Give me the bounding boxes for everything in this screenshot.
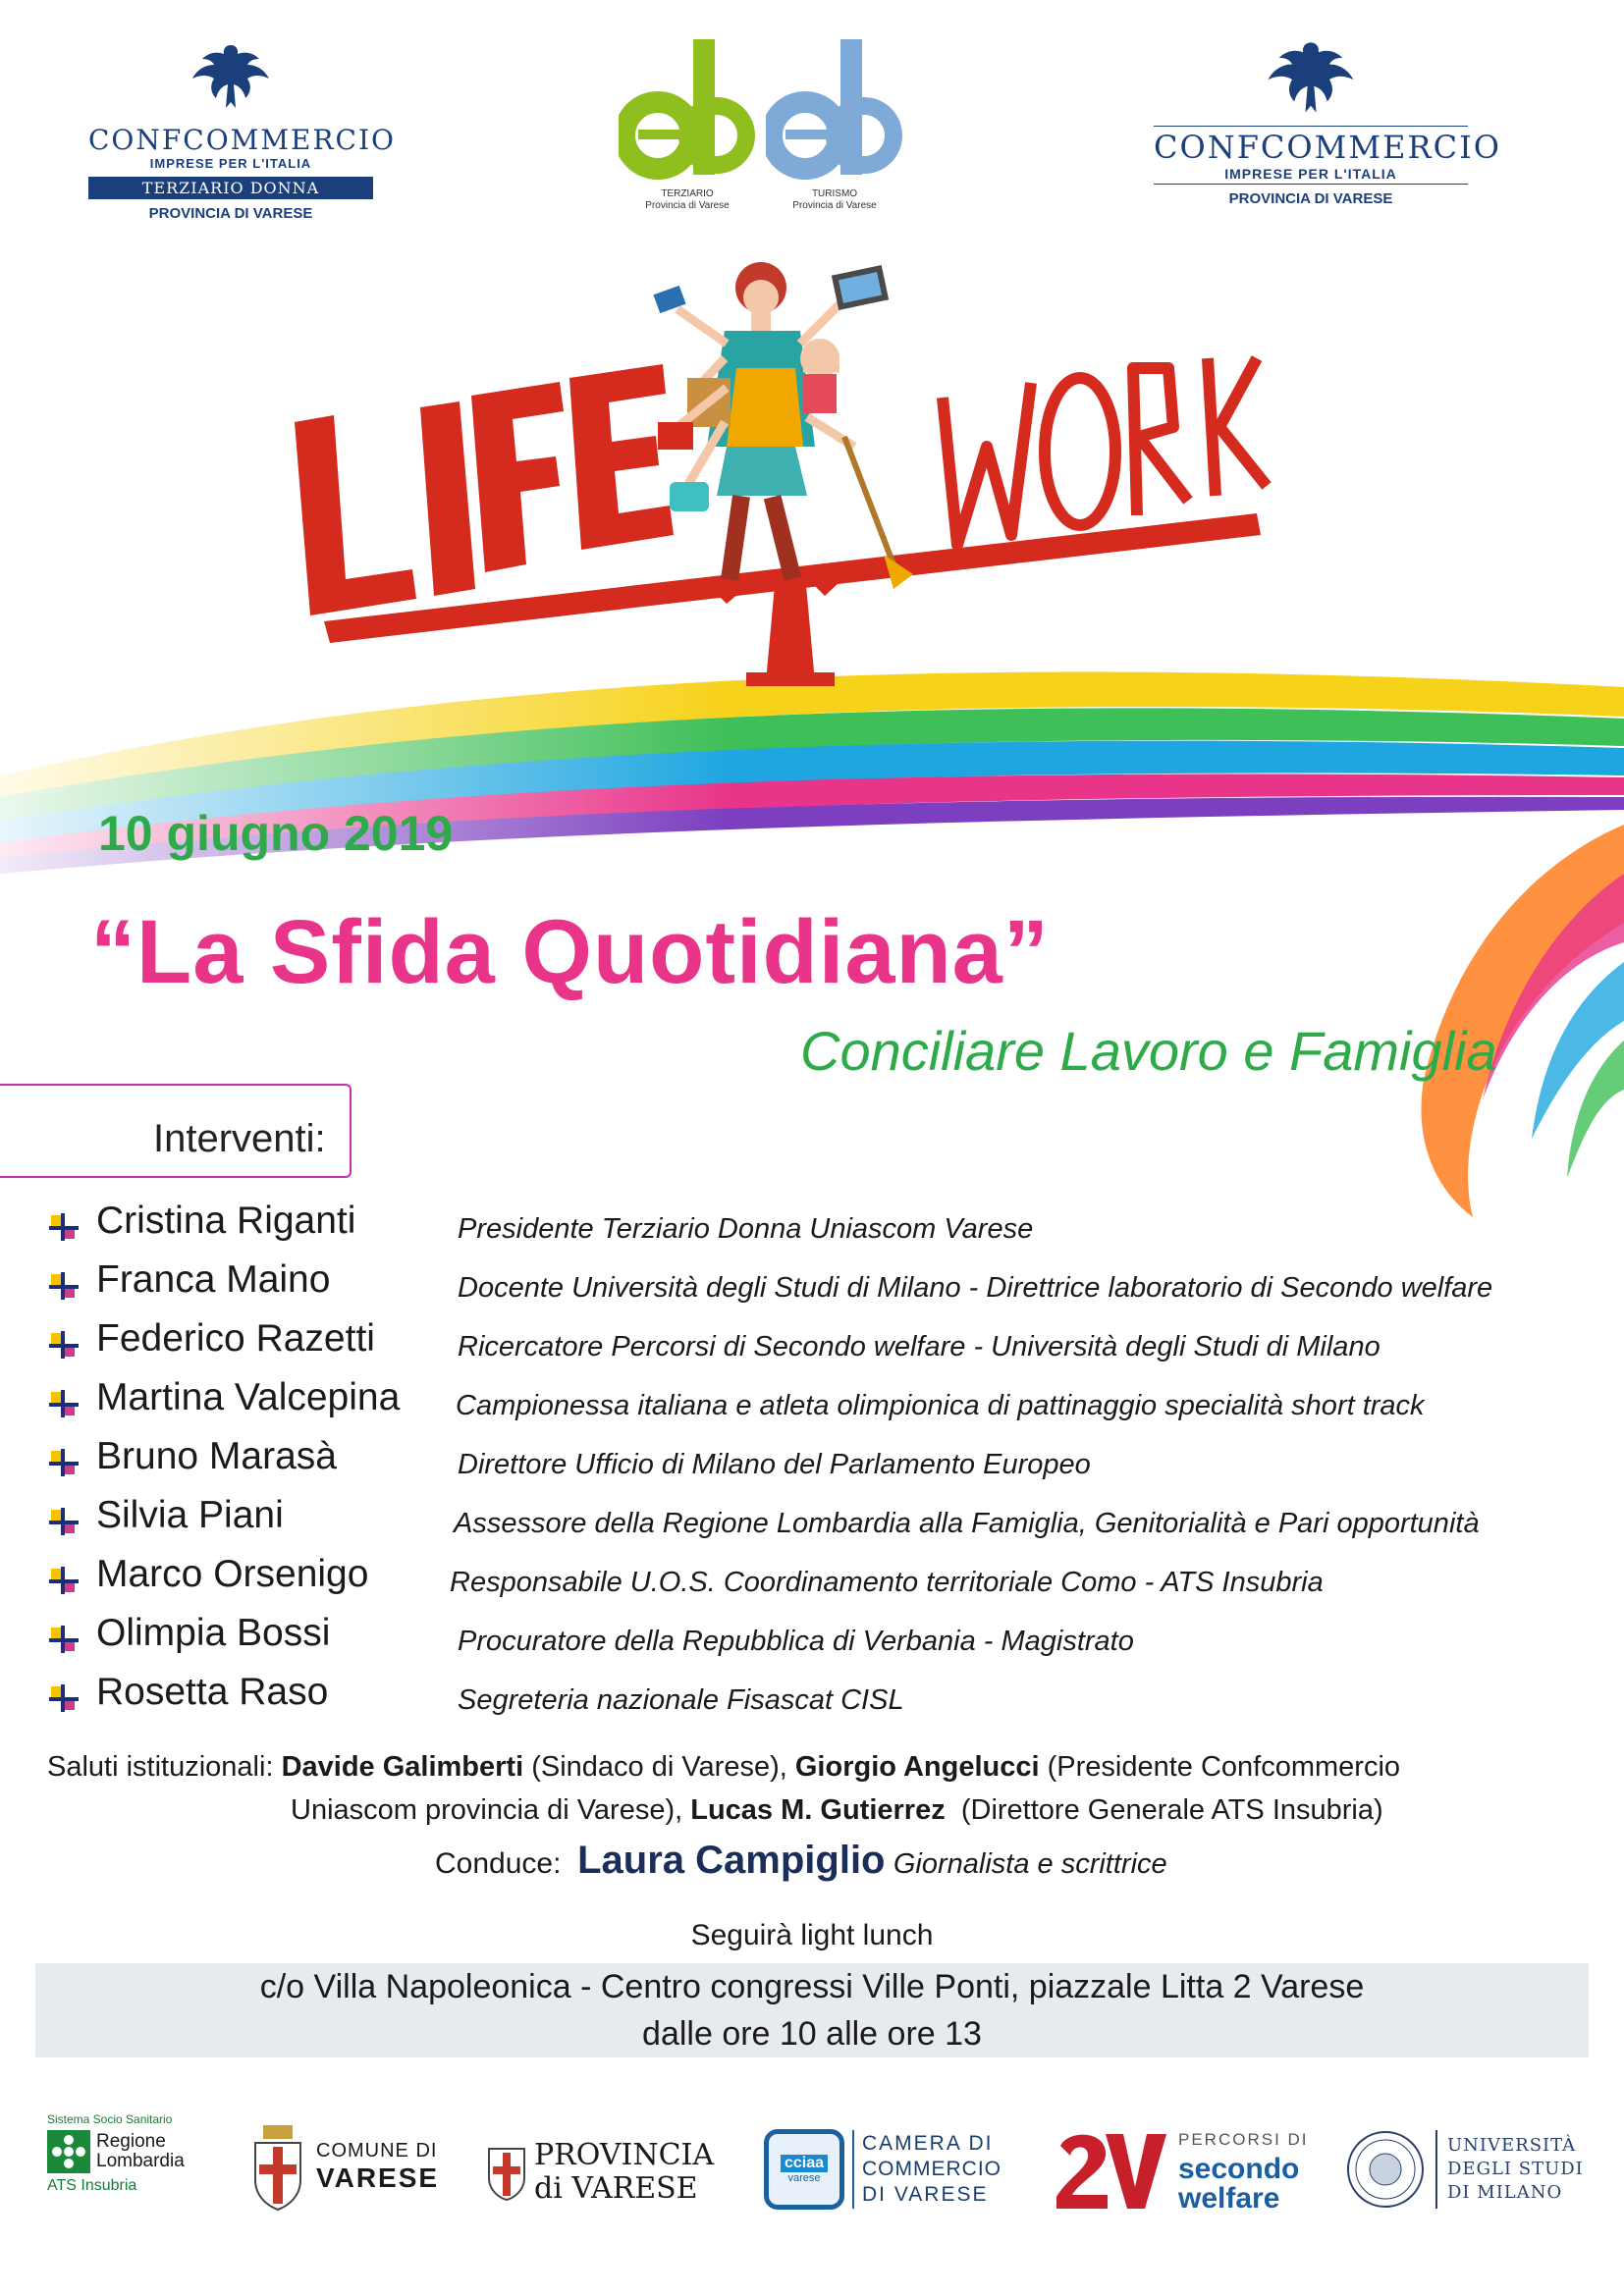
speaker-role: Responsabile U.O.S. Coordinamento territoriale Como - ATS Insubria	[450, 1567, 1324, 1598]
speaker-role: Segreteria nazionale Fisascat CISL	[458, 1684, 904, 1716]
terziario-donna-band: TERZIARIO DONNA	[88, 177, 373, 199]
secondo-welfare-logo	[1055, 2120, 1320, 2218]
eb-mark-green	[619, 37, 756, 185]
bullet-icon	[45, 1626, 84, 1655]
speaker-name: Olimpia Bossi	[96, 1612, 331, 1654]
saluti-person-2: Giorgio Angelucci	[794, 1751, 1040, 1783]
welfare-line1: PERCORSI DI	[1178, 2130, 1309, 2149]
conduce-line	[435, 1839, 1167, 1883]
speaker-row	[45, 1317, 1616, 1372]
speaker-name: Martina Valcepina	[96, 1376, 401, 1418]
speaker-role: Assessore della Regione Lombardia alla Famiglia, Genitorialità e Pari opportunità	[454, 1508, 1480, 1539]
speaker-role: Direttore Ufficio di Milano del Parlamento Europeo	[458, 1449, 1091, 1480]
bullet-icon	[45, 1567, 84, 1596]
conduce-label: Conduce:	[435, 1847, 562, 1880]
cciaa-badge-sub: varese	[787, 2172, 821, 2184]
unimi-logo	[1345, 2120, 1591, 2218]
speaker-role: Ricercatore Percorsi di Secondo welfare - Università degli Studi di Milano	[458, 1331, 1380, 1362]
speaker-name: Silvia Piani	[96, 1494, 284, 1536]
bullet-icon	[45, 1390, 84, 1419]
speaker-role: Procuratore della Repubblica di Verbania - Magistrato	[458, 1626, 1134, 1657]
welfare-line2: secondo	[1178, 2153, 1300, 2185]
provincia-line2: di VARESE	[534, 2171, 698, 2206]
unimi-line3: DI MILANO	[1447, 2182, 1563, 2203]
2w-mark-icon	[1055, 2126, 1170, 2213]
cciaa-badge-text: cciaa	[781, 2155, 828, 2172]
speaker-row	[45, 1376, 1616, 1431]
light-lunch-note: Seguirà light lunch	[690, 1919, 934, 1951]
cciaa-badge	[764, 2129, 844, 2210]
ats-name-1: Regione	[96, 2131, 166, 2152]
unimi-seal-icon	[1345, 2129, 1426, 2210]
welfare-line3: welfare	[1178, 2182, 1280, 2215]
provincia-line1: PROVINCIA	[534, 2138, 715, 2172]
speaker-row	[45, 1612, 1616, 1667]
varese-coat-of-arms-icon	[249, 2121, 306, 2212]
saluti-person-3: Lucas M. Gutierrez	[690, 1794, 946, 1826]
unimi-line1: UNIVERSITÀ	[1447, 2135, 1577, 2156]
speaker-name: Cristina Riganti	[96, 1200, 356, 1242]
ats-bottom-label: ATS Insubria	[47, 2177, 137, 2194]
comune-varese-logo	[249, 2112, 456, 2220]
lombardy-rose-icon	[47, 2130, 90, 2173]
bullet-icon	[45, 1508, 84, 1537]
eagle-icon	[1262, 35, 1360, 122]
confcommercio-varese-logo	[1154, 35, 1501, 207]
province-label: PROVINCIA DI VARESE	[148, 205, 313, 222]
provincia-varese-logo	[485, 2128, 742, 2216]
speaker-row	[45, 1258, 1616, 1313]
venue-box	[35, 1963, 1589, 2057]
speaker-name: Franca Maino	[96, 1258, 331, 1301]
conduce-name: Laura Campiglio	[577, 1839, 886, 1882]
conduce-role: Giornalista e scrittrice	[893, 1848, 1167, 1880]
bullet-icon	[45, 1213, 84, 1243]
unimi-line2: DEGLI STUDI	[1447, 2159, 1584, 2179]
venue-time: dalle ore 10 alle ore 13	[642, 2015, 982, 2053]
speaker-role: Campionessa italiana e atleta olimpionica di pattinaggio specialità short track	[456, 1390, 1425, 1421]
bullet-icon	[45, 1449, 84, 1478]
event-date: 10 giugno 2019	[98, 806, 454, 861]
saluti-role-2a: (Presidente Confcommercio	[1047, 1751, 1401, 1783]
saluti-role-1: (Sindaco di Varese),	[531, 1751, 787, 1783]
speaker-row	[45, 1553, 1616, 1608]
speaker-row	[45, 1435, 1616, 1490]
confcommercio-terziario-donna-logo	[88, 39, 396, 222]
interventi-label: Interventi:	[153, 1117, 326, 1160]
event-title: “La Sfida Quotidiana”	[90, 902, 1050, 1002]
camera-line1: CAMERA DI	[862, 2132, 994, 2155]
camera-commercio-logo	[764, 2124, 1029, 2215]
saluti-person-1: Davide Galimberti	[281, 1751, 524, 1783]
province-label: PROVINCIA DI VARESE	[1228, 190, 1393, 207]
confcommercio-tagline: IMPRESE PER L'ITALIA	[1224, 166, 1397, 182]
saluti-role-2b: Uniascom provincia di Varese),	[291, 1794, 683, 1826]
speaker-row	[45, 1494, 1616, 1549]
saluti-label: Saluti istituzionali:	[47, 1751, 274, 1783]
eb-label-1: TURISMO	[811, 188, 858, 199]
ats-insubria-logo	[47, 2112, 224, 2211]
speaker-role: Presidente Terziario Donna Uniascom Varese	[458, 1213, 1034, 1245]
speaker-name: Federico Razetti	[96, 1317, 375, 1360]
bullet-icon	[45, 1684, 84, 1714]
confcommercio-tagline: IMPRESE PER L'ITALIA	[149, 156, 312, 171]
bullet-icon	[45, 1272, 84, 1302]
eb-label-2: Provincia di Varese	[645, 200, 730, 211]
ats-top-label: Sistema Socio Sanitario	[47, 2112, 173, 2126]
eb-terziario-logo	[619, 37, 756, 234]
speaker-name: Rosetta Raso	[96, 1671, 329, 1713]
life-work-balance-illustration	[265, 250, 1286, 702]
camera-line2: COMMERCIO	[862, 2158, 1001, 2180]
speaker-name: Bruno Marasà	[96, 1435, 337, 1477]
comune-line1: COMUNE DI	[316, 2139, 438, 2162]
saluti-role-3: (Direttore Generale ATS Insubria)	[960, 1794, 1383, 1826]
eb-turismo-logo	[766, 37, 903, 234]
eagle-icon	[187, 39, 275, 116]
comune-line2: VARESE	[316, 2162, 440, 2193]
event-subtitle: Conciliare Lavoro e Famiglia	[800, 1020, 1497, 1082]
speaker-row	[45, 1671, 1616, 1726]
venue-address: c/o Villa Napoleonica - Centro congressi Ville Ponti, piazzale Litta 2 Varese	[259, 1968, 1365, 2005]
confcommercio-wordmark: CONFCOMMERCIO	[1154, 129, 1501, 166]
speaker-name: Marco Orsenigo	[96, 1553, 369, 1595]
speaker-row	[45, 1200, 1616, 1255]
eb-label-1: TERZIARIO	[661, 188, 714, 199]
saluti-istituzionali-line2	[291, 1789, 1383, 1832]
ats-name-2: Lombardia	[96, 2151, 185, 2171]
eb-mark-blue	[766, 37, 903, 185]
provincia-crest-icon	[485, 2143, 528, 2202]
confcommercio-wordmark: CONFCOMMERCIO	[88, 124, 396, 156]
speaker-role: Docente Università degli Studi di Milano - Direttrice laboratorio di Secondo welfare	[458, 1272, 1493, 1304]
bullet-icon	[45, 1331, 84, 1361]
camera-line3: DI VARESE	[862, 2183, 989, 2206]
eb-label-2: Provincia di Varese	[792, 200, 877, 211]
saluti-istituzionali	[47, 1745, 1400, 1789]
